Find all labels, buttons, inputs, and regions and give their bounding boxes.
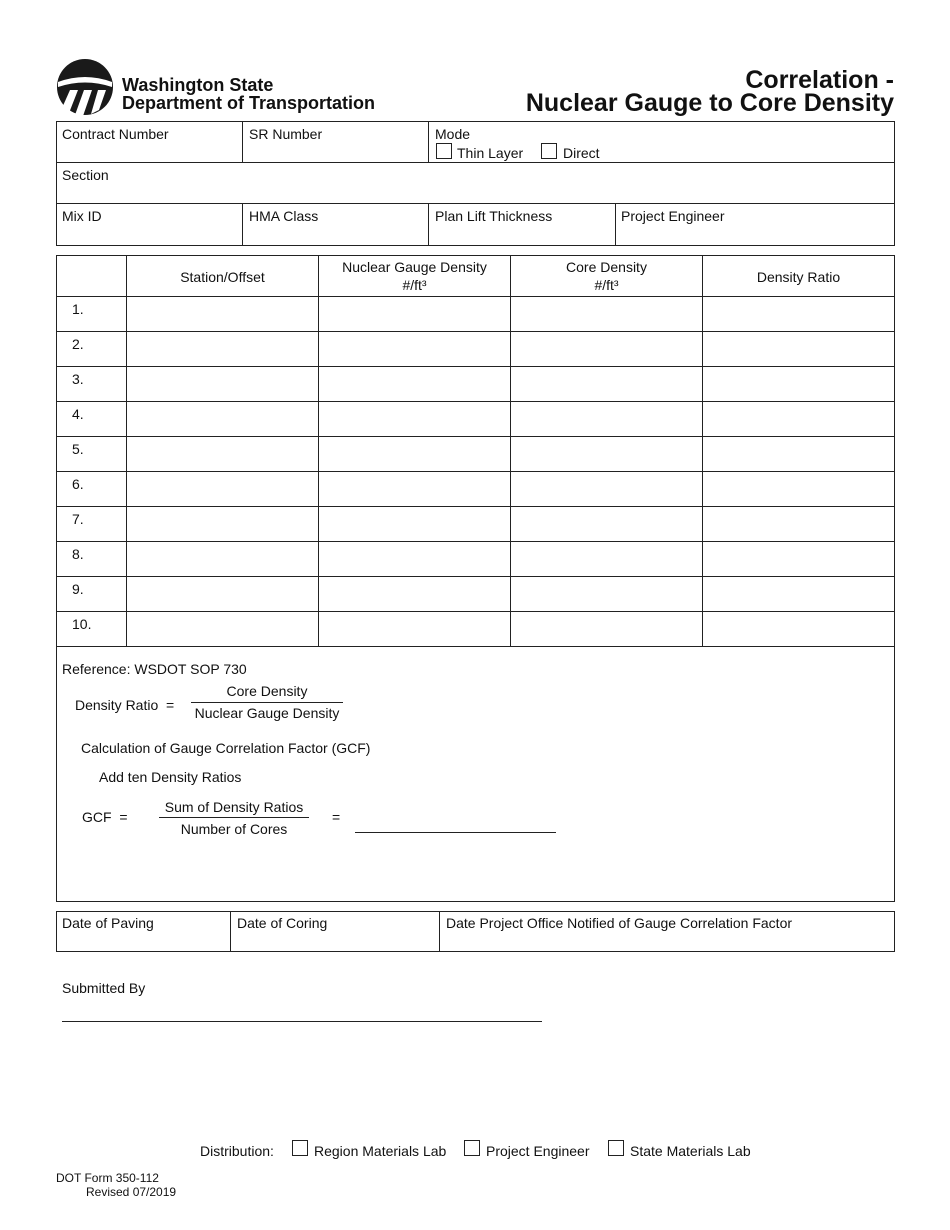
density-ratio-cell[interactable] (703, 332, 894, 366)
nuclear-gauge-density-cell[interactable] (319, 332, 510, 366)
station-offset-cell[interactable] (127, 542, 318, 576)
gcf-denominator: Number of Cores (180, 821, 288, 837)
nuclear-gauge-density-cell[interactable] (319, 577, 510, 611)
column-header-nuclear-gauge-units: #/ft³ (402, 277, 427, 293)
nuclear-gauge-density-cell[interactable] (319, 472, 510, 506)
station-offset-cell[interactable] (127, 507, 318, 541)
form-number: DOT Form 350-112 (56, 1171, 159, 1185)
column-header-core-density-units: #/ft³ (594, 277, 619, 293)
row-number: 10. (72, 616, 92, 632)
core-density-cell[interactable] (511, 437, 702, 471)
date-of-paving-label: Date of Paving (62, 915, 154, 931)
gcf-equals: = (332, 809, 341, 825)
agency-name-line2: Department of Transportation (122, 93, 376, 113)
gcf-numerator: Sum of Density Ratios (164, 799, 304, 815)
project-engineer-dist-label: Project Engineer (486, 1143, 590, 1159)
plan-lift-thickness-label: Plan Lift Thickness (435, 208, 553, 224)
density-ratio-cell[interactable] (703, 472, 894, 506)
nuclear-gauge-density-cell[interactable] (319, 612, 510, 646)
nuclear-gauge-density-cell[interactable] (319, 297, 510, 331)
state-materials-lab-label: State Materials Lab (630, 1143, 751, 1159)
section-field[interactable] (57, 163, 894, 203)
density-ratio-cell[interactable] (703, 577, 894, 611)
column-header-nuclear-gauge-density: Nuclear Gauge Density (342, 259, 487, 275)
column-header-density-ratio: Density Ratio (756, 269, 841, 285)
table-row-divider (56, 646, 895, 647)
date-notified-label: Date Project Office Notified of Gauge Correlation Factor (446, 915, 793, 931)
density-ratio-cell[interactable] (703, 437, 894, 471)
contract-number-label: Contract Number (62, 126, 169, 142)
core-density-cell[interactable] (511, 367, 702, 401)
gcf-fraction-bar (159, 817, 309, 818)
form-title-line1: Correlation - (745, 66, 894, 94)
wsdot-logo-icon (56, 58, 114, 116)
hma-class-label: HMA Class (249, 208, 319, 224)
station-offset-cell[interactable] (127, 297, 318, 331)
date-of-coring-label: Date of Coring (237, 915, 328, 931)
density-ratio-cell[interactable] (703, 507, 894, 541)
core-density-cell[interactable] (511, 577, 702, 611)
station-offset-cell[interactable] (127, 577, 318, 611)
revised-date: Revised 07/2019 (86, 1185, 177, 1199)
submitted-by-label: Submitted By (62, 980, 146, 996)
project-engineer-checkbox[interactable] (464, 1140, 480, 1156)
station-offset-cell[interactable] (127, 367, 318, 401)
density-ratio-fraction-bar (191, 702, 343, 703)
nuclear-gauge-density-cell[interactable] (319, 437, 510, 471)
density-ratio-cell[interactable] (703, 542, 894, 576)
region-materials-lab-label: Region Materials Lab (314, 1143, 447, 1159)
density-ratio-cell[interactable] (703, 297, 894, 331)
direct-checkbox[interactable] (541, 143, 557, 159)
density-ratio-numerator: Core Density (226, 683, 308, 699)
section-label: Section (62, 167, 109, 183)
gcf-result-line[interactable] (355, 832, 556, 833)
thin-layer-label: Thin Layer (457, 145, 524, 161)
density-ratio-denominator: Nuclear Gauge Density (194, 705, 340, 721)
distribution-label: Distribution: (200, 1143, 274, 1159)
station-offset-cell[interactable] (127, 472, 318, 506)
nuclear-gauge-density-cell[interactable] (319, 542, 510, 576)
agency-name-line1: Washington State (122, 75, 274, 95)
row-number: 7. (72, 511, 84, 527)
station-offset-cell[interactable] (127, 332, 318, 366)
column-header-station-offset: Station/Offset (180, 269, 265, 285)
density-ratio-cell[interactable] (703, 367, 894, 401)
row-number: 5. (72, 441, 84, 457)
sr-number-label: SR Number (249, 126, 323, 142)
density-ratio-cell[interactable] (703, 612, 894, 646)
density-ratio-cell[interactable] (703, 402, 894, 436)
station-offset-cell[interactable] (127, 612, 318, 646)
state-materials-lab-checkbox[interactable] (608, 1140, 624, 1156)
nuclear-gauge-density-cell[interactable] (319, 402, 510, 436)
nuclear-gauge-density-cell[interactable] (319, 367, 510, 401)
row-number: 8. (72, 546, 84, 562)
station-offset-cell[interactable] (127, 402, 318, 436)
station-offset-cell[interactable] (127, 437, 318, 471)
direct-label: Direct (563, 145, 600, 161)
nuclear-gauge-density-cell[interactable] (319, 507, 510, 541)
gcf-formula-label: GCF = (82, 809, 128, 825)
region-materials-lab-checkbox[interactable] (292, 1140, 308, 1156)
row-number: 2. (72, 336, 84, 352)
column-header-core-density: Core Density (566, 259, 647, 275)
core-density-cell[interactable] (511, 612, 702, 646)
project-engineer-label: Project Engineer (621, 208, 725, 224)
reference-text: Reference: WSDOT SOP 730 (62, 661, 247, 677)
core-density-cell[interactable] (511, 297, 702, 331)
gcf-heading: Calculation of Gauge Correlation Factor (GCF) (81, 740, 371, 756)
row-number: 4. (72, 406, 84, 422)
thin-layer-checkbox[interactable] (436, 143, 452, 159)
add-ratios-text: Add ten Density Ratios (99, 769, 242, 785)
mode-label: Mode (435, 126, 471, 142)
density-ratio-formula-label: Density Ratio = (75, 697, 175, 713)
row-number: 9. (72, 581, 84, 597)
core-density-cell[interactable] (511, 507, 702, 541)
mix-id-label: Mix ID (62, 208, 102, 224)
row-number: 6. (72, 476, 84, 492)
row-number: 1. (72, 301, 84, 317)
row-number: 3. (72, 371, 84, 387)
core-density-cell[interactable] (511, 472, 702, 506)
core-density-cell[interactable] (511, 402, 702, 436)
core-density-cell[interactable] (511, 542, 702, 576)
core-density-cell[interactable] (511, 332, 702, 366)
wsdot-logo (56, 58, 388, 116)
submitted-by-signature-line[interactable] (62, 1021, 542, 1022)
form-title-line2: Nuclear Gauge to Core Density (525, 89, 894, 117)
